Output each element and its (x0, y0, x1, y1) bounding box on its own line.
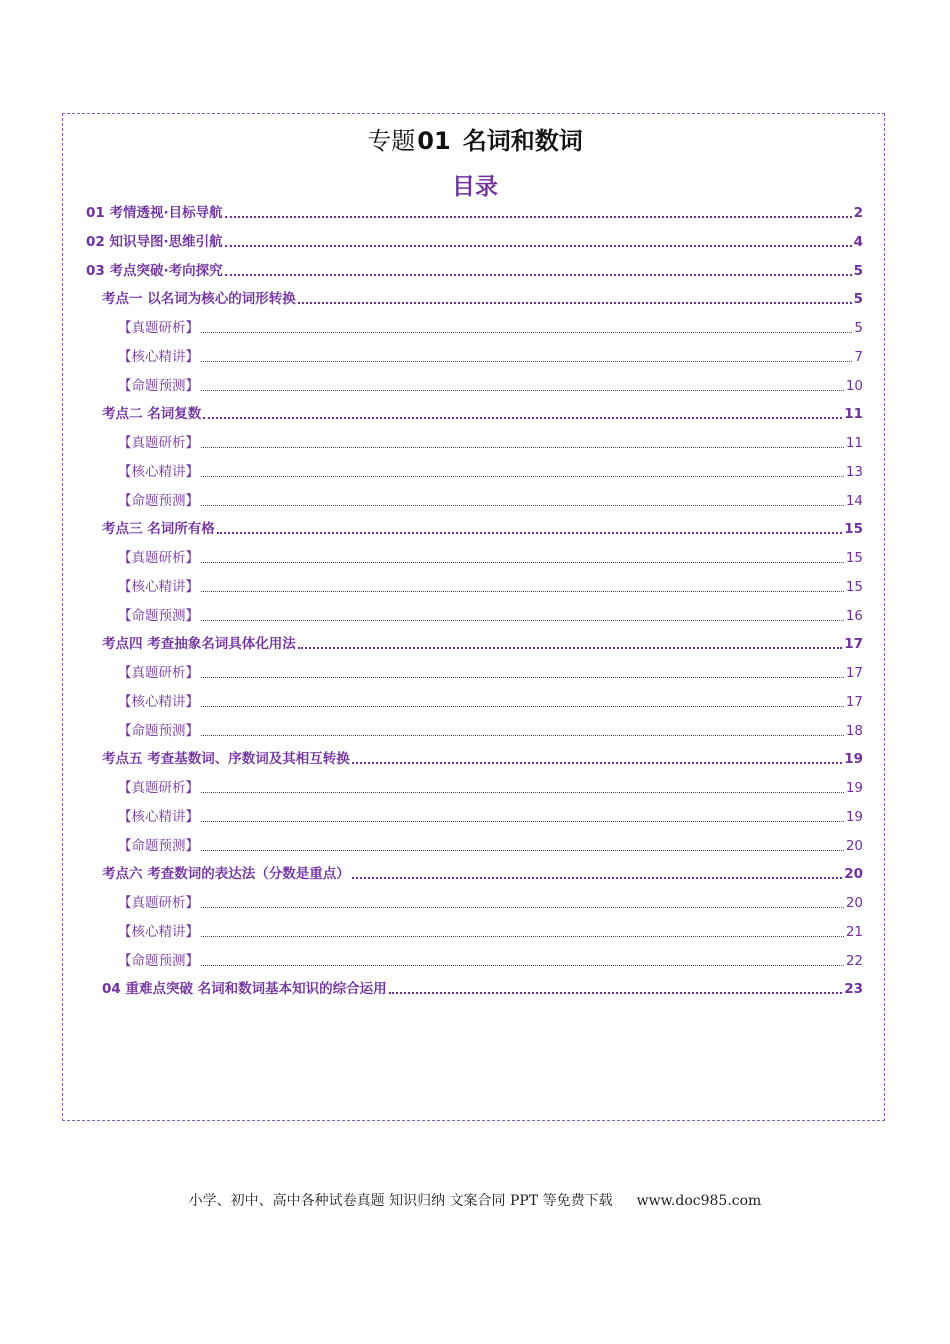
toc-entry-label: 【真题研析】 (118, 320, 199, 336)
toc-entry-label: 04 重难点突破 名词和数词基本知识的综合运用 (102, 981, 387, 998)
toc-entry-page: 19 (845, 808, 863, 825)
footer-site-link[interactable]: www.doc985.com (636, 1193, 762, 1209)
toc-entry-page: 17 (845, 665, 863, 681)
toc-entry[interactable] (118, 344, 863, 366)
toc-entry-page: 17 (844, 636, 863, 653)
toc-entry-page: 5 (853, 262, 863, 279)
toc-leader-dots (201, 390, 844, 391)
page-title (0, 121, 950, 156)
toc-entry-label: 【核心精讲】 (118, 693, 199, 710)
toc-entry[interactable] (118, 948, 863, 970)
title-prefix: 专题 (367, 127, 416, 155)
toc-leader-dots (352, 877, 843, 879)
toc-leader-dots (203, 417, 842, 419)
toc-entry-page: 5 (854, 320, 863, 336)
toc-entry-label: 【命题预测】 (118, 377, 199, 394)
toc-entry-page: 20 (844, 866, 863, 883)
toc-entry-label: 考点五 考查基数词、序数词及其相互转换 (102, 751, 350, 768)
toc-entry-page: 11 (844, 406, 863, 423)
toc-entry-page: 16 (845, 607, 863, 624)
toc-entry-page: 15 (845, 550, 863, 566)
footer-text: 小学、初中、高中各种试卷真题 知识归纳 文案合同 PPT 等免费下载 (188, 1193, 613, 1209)
toc-entry-label: 【真题研析】 (118, 665, 199, 681)
toc-leader-dots (201, 965, 844, 966)
toc-entry-label: 02 知识导图·思维引航 (86, 233, 223, 250)
toc-entry[interactable] (102, 976, 863, 998)
toc-leader-dots (225, 216, 852, 218)
toc-leader-dots (217, 532, 843, 534)
toc-leader-dots (201, 706, 844, 707)
toc-entry-label: 【命题预测】 (118, 722, 199, 739)
toc-leader-dots (201, 907, 844, 908)
toc-entry[interactable] (102, 516, 863, 538)
toc-leader-dots (201, 821, 844, 822)
title-main: 名词和数词 (462, 127, 583, 155)
toc-entry[interactable] (86, 229, 863, 251)
toc-entry[interactable] (118, 603, 863, 625)
toc-entry-label: 【命题预测】 (118, 952, 199, 969)
toc-entry[interactable] (102, 401, 863, 423)
toc-leader-dots (201, 792, 844, 793)
toc-entry[interactable] (118, 373, 863, 395)
toc-entry-page: 23 (844, 981, 863, 998)
toc-entry-label: 【真题研析】 (118, 895, 199, 911)
toc-entry[interactable] (102, 861, 863, 883)
toc-entry-label: 【命题预测】 (118, 607, 199, 624)
toc-entry[interactable] (118, 890, 863, 912)
toc-entry-page: 4 (853, 233, 863, 250)
toc-entry-page: 2 (853, 205, 863, 221)
toc-entry[interactable] (102, 631, 863, 653)
toc-entry[interactable] (118, 804, 863, 826)
toc-entry[interactable] (118, 315, 863, 337)
toc-leader-dots (201, 476, 844, 477)
toc-entry-label: 【命题预测】 (118, 492, 199, 509)
toc-entry-label: 【核心精讲】 (118, 808, 199, 825)
toc-leader-dots (201, 735, 844, 736)
toc-entry[interactable] (86, 258, 863, 280)
toc-entry[interactable] (118, 574, 863, 596)
toc-entry-label: 考点一 以名词为核心的词形转换 (102, 291, 296, 308)
toc-entry-page: 19 (844, 751, 863, 768)
toc-entry-label: 03 考点突破·考向探究 (86, 262, 223, 279)
toc-entry[interactable] (118, 488, 863, 510)
toc-leader-dots (201, 361, 852, 362)
toc-entry-label: 考点六 考查数词的表达法（分数是重点） (102, 866, 350, 883)
toc-entry-label: 01 考情透视·目标导航 (86, 205, 223, 221)
toc-heading: 目录 (452, 174, 498, 200)
toc-entry-page: 18 (845, 722, 863, 739)
toc-leader-dots (225, 245, 852, 247)
toc-leader-dots (201, 447, 844, 448)
toc-leader-dots (225, 274, 852, 276)
toc-entry-label: 【核心精讲】 (118, 578, 199, 595)
toc-leader-dots (201, 620, 844, 621)
toc-entry-page: 17 (845, 693, 863, 710)
toc-entry[interactable] (86, 200, 863, 222)
toc-entry-label: 【真题研析】 (118, 435, 199, 451)
toc-leader-dots (201, 936, 844, 937)
toc-entry[interactable] (118, 775, 863, 797)
toc-leader-dots (201, 591, 844, 592)
toc-entry-page: 13 (845, 463, 863, 480)
toc-entry[interactable] (102, 286, 863, 308)
toc-entry[interactable] (118, 833, 863, 855)
toc-entry-label: 【真题研析】 (118, 780, 199, 796)
toc-entry-page: 7 (854, 348, 863, 365)
toc-entry-label: 【核心精讲】 (118, 463, 199, 480)
toc-entry[interactable] (118, 660, 863, 682)
toc-entry-page: 20 (845, 895, 863, 911)
toc-entry-page: 15 (845, 578, 863, 595)
toc-entry-label: 考点三 名词所有格 (102, 521, 215, 538)
toc-leader-dots (352, 762, 843, 764)
toc-entry[interactable] (102, 746, 863, 768)
page-footer (0, 1190, 950, 1210)
toc-entry-page: 19 (845, 780, 863, 796)
toc-entry-label: 【命题预测】 (118, 837, 199, 854)
toc-leader-dots (389, 992, 843, 994)
toc-entry[interactable] (118, 430, 863, 452)
toc-entry-page: 15 (844, 521, 863, 538)
toc-leader-dots (201, 850, 844, 851)
toc-entry[interactable] (118, 689, 863, 711)
toc-entry-page: 21 (845, 923, 863, 940)
toc-entry-page: 5 (853, 291, 863, 308)
toc-entry[interactable] (118, 545, 863, 567)
toc-entry-page: 22 (845, 952, 863, 969)
toc-entry-label: 【核心精讲】 (118, 348, 199, 365)
toc-leader-dots (201, 562, 844, 563)
toc-entry-label: 考点二 名词复数 (102, 406, 202, 423)
toc-leader-dots (298, 647, 843, 649)
toc-entry-label: 考点四 考查抽象名词具体化用法 (102, 636, 296, 653)
toc-leader-dots (201, 677, 844, 678)
toc-entry[interactable] (118, 919, 863, 941)
toc-leader-dots (201, 332, 852, 333)
toc-entry-page: 14 (845, 492, 863, 509)
toc-entry-page: 20 (845, 837, 863, 854)
toc-entry-label: 【真题研析】 (118, 550, 199, 566)
toc-entry-page: 10 (845, 377, 863, 394)
toc-entry-label: 【核心精讲】 (118, 923, 199, 940)
toc-entry[interactable] (118, 459, 863, 481)
toc-leader-dots (298, 302, 852, 304)
toc-entry-page: 11 (845, 435, 863, 451)
title-number: 01 (417, 127, 451, 155)
toc-leader-dots (201, 505, 844, 506)
toc-entry[interactable] (118, 718, 863, 740)
